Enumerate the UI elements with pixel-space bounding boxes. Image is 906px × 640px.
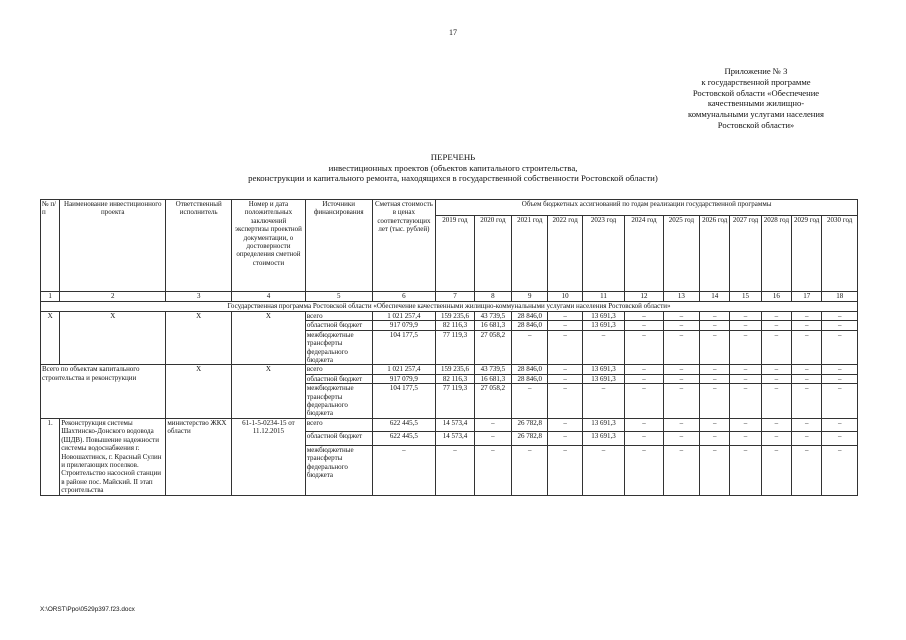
cell-value: –: [761, 321, 791, 330]
cell-value: –: [625, 445, 663, 495]
cell-value: –: [792, 321, 822, 330]
cell-value: –: [548, 365, 582, 374]
cell-value: 82 116,3: [436, 374, 474, 383]
cell-cost: 622 445,5: [372, 418, 436, 431]
cell-value: –: [792, 312, 822, 321]
cell-source: всего: [305, 365, 372, 374]
cell-num: Х: [41, 312, 60, 365]
cell-value: 77 119,3: [436, 330, 474, 365]
cell-value: –: [761, 330, 791, 365]
cell-responsible: Х: [166, 312, 232, 365]
header-year: 2030 год: [822, 216, 858, 292]
cell-value: –: [582, 384, 624, 419]
appendix-line: Ростовской области «Обеспечение: [692, 87, 820, 98]
table-row: [41, 365, 858, 374]
cell-value: –: [625, 418, 663, 431]
column-number: 8: [474, 292, 511, 302]
cell-value: –: [625, 384, 663, 419]
header-year: 2029 год: [792, 216, 822, 292]
cell-value: –: [663, 321, 699, 330]
title-line: реконструкции и капитального ремонта, находящихся в государственной собственности Ростовской области): [248, 173, 658, 184]
column-number: 12: [625, 292, 663, 302]
cell-value: –: [761, 445, 791, 495]
appendix-line: качественными жилищно-: [707, 98, 805, 109]
cell-value: –: [700, 321, 730, 330]
cell-cost: 1 021 257,4: [372, 312, 436, 321]
cell-value: –: [822, 374, 858, 383]
cell-value: 26 782,8: [512, 432, 548, 445]
cell-value: –: [625, 365, 663, 374]
column-number: 1: [41, 292, 60, 302]
cell-name: Реконструкция системы Шахтинско-Донского водовода (ШДВ). Повышение надежности системы водоснабжения г. Новошахтинск, г. Красный Сулин и прилегающих поселков. Строительство насосной станции в районе пос. Майский. II этап строительства: [60, 418, 166, 495]
file-path-footer: Х:\ORST\Ppo\0529p397.f23.docx: [40, 606, 135, 613]
appendix-line: к государственной программе: [701, 76, 811, 87]
cell-expertise: Х: [232, 312, 306, 365]
cell-source: межбюджетные трансферты федерального бюджета: [305, 330, 372, 365]
cell-value: –: [582, 330, 624, 365]
header-year: 2027 год: [730, 216, 761, 292]
cell-cost: 1 021 257,4: [372, 365, 436, 374]
cell-value: 14 573,4: [436, 432, 474, 445]
header-year: 2028 год: [761, 216, 791, 292]
cell-value: –: [761, 432, 791, 445]
header-year: 2026 год: [700, 216, 730, 292]
header-year: 2021 год: [512, 216, 548, 292]
cell-value: –: [792, 374, 822, 383]
cell-value: –: [730, 445, 761, 495]
cell-source: областной бюджет: [305, 432, 372, 445]
cell-value: –: [792, 432, 822, 445]
cell-value: 28 846,0: [512, 321, 548, 330]
cell-value: –: [512, 384, 548, 419]
cell-value: –: [761, 374, 791, 383]
appendix-line: коммунальными услугами населения: [688, 109, 824, 120]
cell-value: 43 739,5: [474, 365, 511, 374]
cell-value: –: [548, 321, 582, 330]
table-row: [41, 418, 858, 431]
cell-value: –: [512, 330, 548, 365]
investment-projects-table: [40, 199, 858, 496]
header-name: Наименование инвестиционного проекта: [60, 200, 166, 292]
cell-value: –: [700, 330, 730, 365]
cell-value: –: [512, 445, 548, 495]
cell-value: –: [582, 445, 624, 495]
cell-value: –: [761, 312, 791, 321]
cell-expertise: Х: [232, 365, 306, 418]
header-num: № п/п: [41, 200, 60, 292]
cell-value: –: [700, 418, 730, 431]
cell-value: –: [822, 321, 858, 330]
title-line: инвестиционных проектов (объектов капитального строительства,: [328, 162, 578, 173]
cell-value: 13 691,3: [582, 374, 624, 383]
cell-value: –: [730, 374, 761, 383]
cell-value: 159 235,6: [436, 312, 474, 321]
cell-value: 13 691,3: [582, 365, 624, 374]
cell-value: 159 235,6: [436, 365, 474, 374]
cell-cost: 104 177,5: [372, 384, 436, 419]
cell-value: –: [730, 418, 761, 431]
header-expertise: Номер и дата положительных заключений экспертизы проектной документации, о достоверности определения сметной стоимости: [232, 200, 306, 292]
cell-value: –: [730, 321, 761, 330]
cell-value: 27 058,2: [474, 384, 511, 419]
cell-value: –: [730, 330, 761, 365]
cell-value: –: [663, 365, 699, 374]
cell-value: –: [663, 374, 699, 383]
column-number: 15: [730, 292, 761, 302]
cell-value: 13 691,3: [582, 432, 624, 445]
header-year: 2020 год: [474, 216, 511, 292]
cell-source: всего: [305, 418, 372, 431]
cell-cost: –: [372, 445, 436, 495]
cell-value: –: [663, 445, 699, 495]
column-numbers-row: [41, 292, 858, 302]
cell-value: 28 846,0: [512, 365, 548, 374]
cell-value: –: [474, 445, 511, 495]
column-number: 4: [232, 292, 306, 302]
cell-value: 26 782,8: [512, 418, 548, 431]
cell-expertise: 61-1-5-0234-15 от 11.12.2015: [232, 418, 306, 495]
cell-value: 28 846,0: [512, 312, 548, 321]
header-year: 2024 год: [625, 216, 663, 292]
cell-cost: 917 079,9: [372, 374, 436, 383]
cell-value: –: [663, 384, 699, 419]
cell-value: –: [700, 445, 730, 495]
cell-value: –: [792, 445, 822, 495]
cell-value: –: [474, 418, 511, 431]
cell-value: –: [700, 312, 730, 321]
cell-value: –: [822, 445, 858, 495]
cell-value: 82 116,3: [436, 321, 474, 330]
cell-value: –: [730, 432, 761, 445]
cell-value: –: [761, 365, 791, 374]
column-number: 13: [663, 292, 699, 302]
document-title: [0, 152, 906, 184]
cell-value: –: [625, 330, 663, 365]
column-number: 7: [436, 292, 474, 302]
header-row: [41, 200, 858, 216]
table-row: [41, 312, 858, 321]
cell-value: –: [474, 432, 511, 445]
column-number: 16: [761, 292, 791, 302]
cell-source: областной бюджет: [305, 374, 372, 383]
cell-value: –: [730, 384, 761, 419]
cell-value: 43 739,5: [474, 312, 511, 321]
header-cost: Сметная стоимость в ценах соответствующих лет (тыс. рублей): [372, 200, 436, 292]
cell-value: –: [663, 418, 699, 431]
appendix-caption: [656, 66, 856, 131]
cell-cost: 104 177,5: [372, 330, 436, 365]
cell-source: межбюджетные трансферты федерального бюджета: [305, 445, 372, 495]
cell-source: межбюджетные трансферты федерального бюджета: [305, 384, 372, 419]
appendix-line: Ростовской области»: [717, 119, 795, 130]
cell-value: –: [663, 432, 699, 445]
column-number: 17: [792, 292, 822, 302]
cell-value: –: [822, 312, 858, 321]
cell-value: –: [700, 365, 730, 374]
cell-value: –: [792, 384, 822, 419]
cell-value: 27 058,2: [474, 330, 511, 365]
cell-value: –: [730, 312, 761, 321]
cell-value: –: [548, 384, 582, 419]
column-number: 18: [822, 292, 858, 302]
cell-value: –: [761, 384, 791, 419]
cell-value: 14 573,4: [436, 418, 474, 431]
program-title-row: [41, 302, 858, 312]
column-number: 11: [582, 292, 624, 302]
cell-value: –: [700, 384, 730, 419]
title-line: ПЕРЕЧЕНЬ: [430, 152, 476, 162]
cell-value: –: [625, 312, 663, 321]
column-number: 6: [372, 292, 436, 302]
header-sources: Источники финансирования: [305, 200, 372, 292]
cell-value: –: [548, 418, 582, 431]
program-title: Государственная программа Ростовской области «Обеспечение качественными жилищно-коммунальными услугами населения Ростовской области»: [41, 302, 858, 312]
cell-value: –: [792, 330, 822, 365]
column-number: 3: [166, 292, 232, 302]
cell-responsible: министерство ЖКХ области: [166, 418, 232, 495]
header-year: 2022 год: [548, 216, 582, 292]
cell-value: 13 691,3: [582, 312, 624, 321]
cell-value: –: [822, 432, 858, 445]
header-year: 2019 год: [436, 216, 474, 292]
cell-value: 13 691,3: [582, 418, 624, 431]
cell-value: –: [548, 374, 582, 383]
page-number: 17: [449, 28, 457, 37]
cell-source: всего: [305, 312, 372, 321]
cell-cost: 917 079,9: [372, 321, 436, 330]
column-number: 9: [512, 292, 548, 302]
cell-num: 1.: [41, 418, 60, 495]
cell-value: –: [730, 365, 761, 374]
cell-value: –: [700, 374, 730, 383]
cell-value: –: [548, 432, 582, 445]
cell-value: –: [548, 445, 582, 495]
header-year: 2023 год: [582, 216, 624, 292]
cell-value: –: [792, 365, 822, 374]
header-responsible: Ответственный исполнитель: [166, 200, 232, 292]
column-number: 2: [60, 292, 166, 302]
cell-value: 16 681,3: [474, 374, 511, 383]
cell-cost: 622 445,5: [372, 432, 436, 445]
header-year: 2025 год: [663, 216, 699, 292]
cell-value: –: [822, 365, 858, 374]
header-volume: Объем бюджетных ассигнований по годам реализации государственной программы: [436, 200, 858, 216]
cell-value: –: [822, 330, 858, 365]
cell-value: –: [625, 374, 663, 383]
cell-value: –: [625, 432, 663, 445]
cell-value: –: [663, 330, 699, 365]
cell-value: –: [700, 432, 730, 445]
cell-total-label: Всего по объектам капитального строительства и реконструкции: [41, 365, 166, 418]
cell-value: 77 119,3: [436, 384, 474, 419]
cell-value: –: [436, 445, 474, 495]
cell-name: Х: [60, 312, 166, 365]
column-number: 10: [548, 292, 582, 302]
cell-value: –: [822, 384, 858, 419]
cell-value: 13 691,3: [582, 321, 624, 330]
cell-value: 28 846,0: [512, 374, 548, 383]
cell-value: –: [625, 321, 663, 330]
cell-value: 16 681,3: [474, 321, 511, 330]
column-number: 5: [305, 292, 372, 302]
cell-responsible: Х: [166, 365, 232, 418]
cell-value: –: [822, 418, 858, 431]
cell-value: –: [792, 418, 822, 431]
cell-value: –: [663, 312, 699, 321]
column-number: 14: [700, 292, 730, 302]
cell-source: областной бюджет: [305, 321, 372, 330]
cell-value: –: [761, 418, 791, 431]
cell-value: –: [548, 312, 582, 321]
appendix-line: Приложение № 3: [724, 66, 788, 76]
cell-value: –: [548, 330, 582, 365]
